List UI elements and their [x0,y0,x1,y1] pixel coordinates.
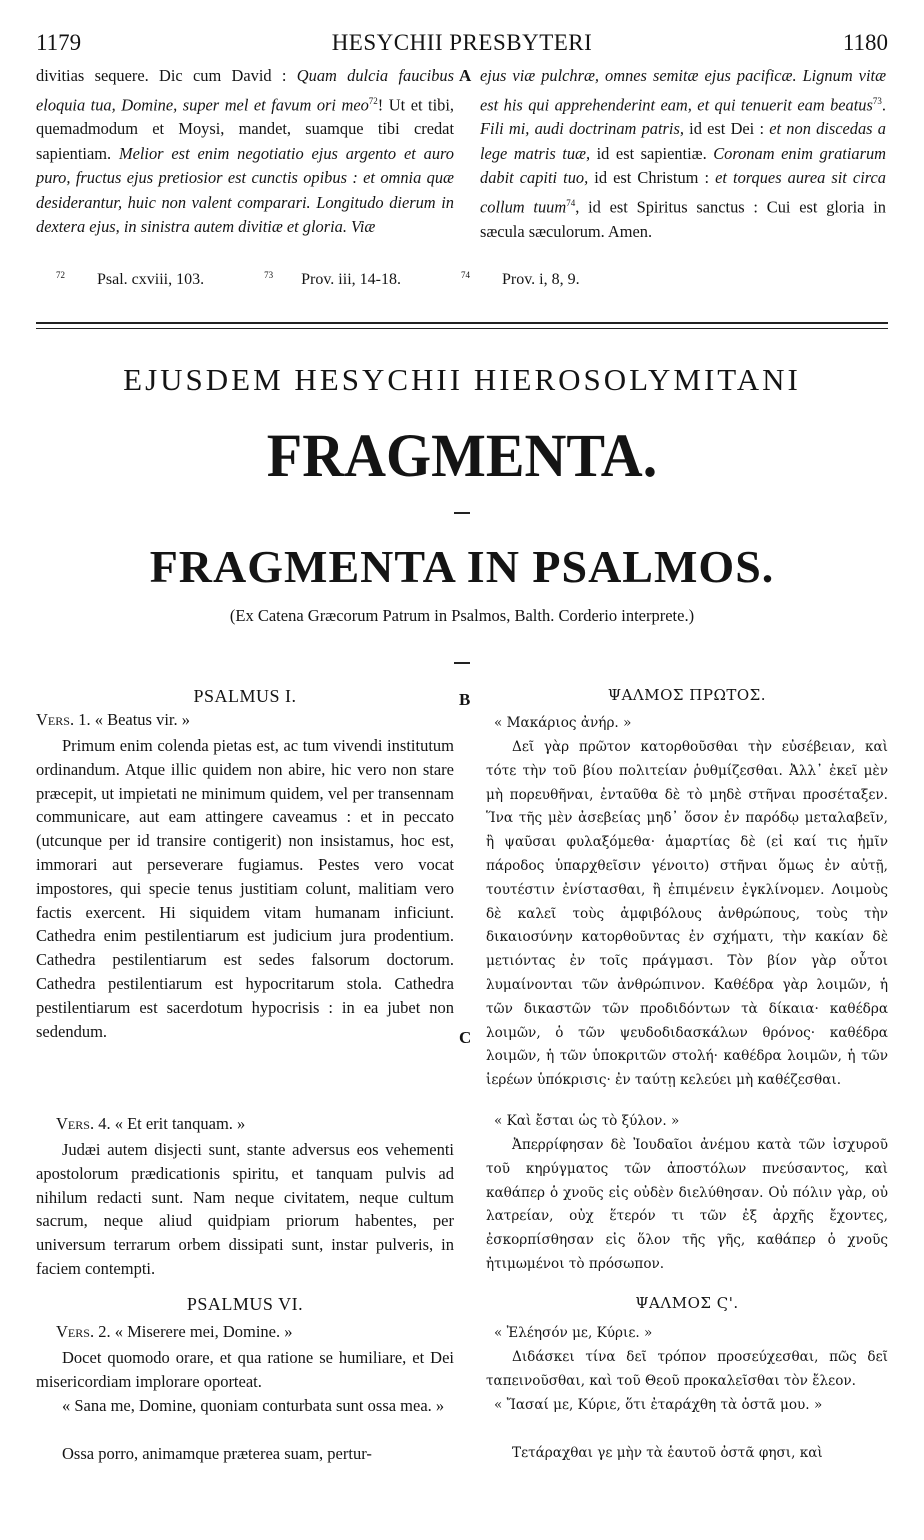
page-number-left: 1179 [36,30,82,55]
verse-label [56,1114,245,1134]
margin-letter-c: C [459,1028,472,1047]
margin-letter-a: A [459,66,472,85]
greek-paragraph: Τετάραχθαι γε μὴν τὰ ἑαυτοῦ ὀστᾶ φησι, καὶ [512,1445,823,1461]
latin-paragraph: « Sana me, Domine, quoniam conturbata sunt ossa mea. » [62,1396,445,1415]
greek-paragraph: Δεῖ γὰρ πρῶτον κατορθοῦσθαι τὴν εὐσέβειαν, καὶ τότε τὴν τοῦ βίου πολιτείαν ῥυθμίζεσθαι. Ἀλλ᾽ ἐκεῖ μὲν μὴ πορευθῆναι, ἐνταῦθα δὲ τὸ μηδὲ στῆναι προσέταξεν. Ἵνα τῆς μὲν ἀσεβείας μηδ᾽ ὅσον ἐν παρόδῳ μεταλαβεῖν, ἢ ψαῦσαι φυλαξόμεθα· ἁμαρτίας δὲ (εἰ καί τις ἡμῖν πάροδος ὑπαρχθεῖσιν γένοιτο) στῆναι ὅμως ἐν αὐτῇ, τουτέστιν ἐνίστασθαι, ἢ ἐπιμένειν ἐγκλίνομεν. Λοιμοὺς δὲ καλεῖ τοὺς ἀμφιβόλους ἀνθρώπους, τοὺς τὴν δικαιοσύνην κατορθοῦντας ἐν σχήματι, τὴν κακίαν δὲ μετιόντας ἐν τοῖς πράγμασι. Τὸν βίον γὰρ οὗτοι λυμαίνονται τῶν ἀνθρώπινον. Καθέδρα γὰρ λοιμῶν, ἡ τῶν δικαστῶν τῶν προδιδόντων τὰ δίκαια· καθέδρα λοιμῶν, ὁ τῶν ψευδοδιδασκάλων θρόνος· καθέδρα λοιμῶν, ἡ τῶν ὑποκριτῶν στολή· καθέδρα λοιμῶν, ἡ τῶν ἱερέων ὑπόκρισις· ἐν ταύτῃ κελεύει μὴ καθέζεσθαι. [486,739,888,1089]
footnote-text: Prov. iii, 14-18. [301,271,401,289]
text-run: . [881,94,886,114]
text-run: ! Ut et tibi, quemadmodum et Moysi, mandet, suamque tibi credat sapientiam. [36,94,454,163]
greek-verse-quote: « Ἴασαί με, Κύριε, ὅτι ἐταράχθη τὰ ὀστᾶ μου. » [494,1397,823,1413]
text-run: id est Christum : [588,168,716,188]
top-left-column [36,64,454,240]
footnotes [56,270,636,289]
footnote [264,271,429,288]
verse-text: . 4. « Et erit tanquam. » [89,1114,246,1133]
text-run-italic: Melior est enim negotiatio ejus argento et auro puro, fructus ejus pretiosior est cunctis opibus : et omnia quæ desiderantur, huic non valent comparari. Longitudo dierum in dextera ejus, in sinistra autem divitiæ et gloria. Viæ [36,143,454,237]
greek-paragraph: Ἀπερρίφησαν δὲ Ἰουδαῖοι ἀνέμου κατὰ τῶν ἰσχυροῦ τοῦ κηρύγματος τῶν ἀποστόλων πνεύσαντος, καὶ καθάπερ ὁ χνοῦς εἰς οὐδὲν διελύθησαν. Οὐ πόλιν γὰρ, οὐ λατρείαν, οὐχ ἕτερόν τι τῶν ἐξ ἀρχῆς ἔχοντες, ἐσκορπίσθησαν εἰς ὅλον τῆς γῆς, καθάπερ ὁ χνοῦς ἠτιμωμένοι τὸ πρόσωπον. [486,1137,888,1272]
divider-rule [36,322,888,324]
greek-paragraph: Διδάσκει τίνα δεῖ τρόπον προσεύχεσθαι, πῶς δεῖ ταπεινοῦσθαι, καὶ τοῦ Θεοῦ προκαλεῖσθαι τὸν ἔλεον. [486,1349,888,1389]
verse-abbrev: Vers [56,1322,90,1341]
latin-paragraph: Judæi autem disjecti sunt, stante adversus eos vehementi apostolorum prædicationis spiritu, et tanquam pulvis ad nihilum redacti sunt. Nam neque civitatem, neque cultum sacrum, neque aliud quidpiam priorum habentes, per universum terrarum orbem dissipati sunt, instar pulveris, in faciem contempti. [36,1140,454,1278]
footnote [56,271,232,288]
footnote-text: Psal. cxviii, 103. [97,271,205,289]
text-run-italic: Quam dulcia faucibus eloquia tua, Domine, super mel et favum ori meo [36,66,454,114]
psalm-1-heading-latin: PSALMUS I. [193,686,297,706]
psalm-1-heading-greek: ΨΑΛΜΟΣ ΠΡΩΤΟΣ. [607,686,767,704]
verse-text: . 1. « Beatus vir. » [69,710,191,729]
footnote-ref: 74 [566,197,576,208]
text-run: id est Dei : [683,119,770,139]
title-line-2: FRAGMENTA. [266,421,658,490]
text-run-italic: ejus viæ pulchræ, omnes semitæ ejus pacificæ. Lignum vitæ est his qui apprehenderint eam, et qui tenuerit eam beatus [480,66,886,114]
title-dash [454,662,470,664]
source-note: (Ex Catena Græcorum Patrum in Psalmos, Balth. Corderio interprete.) [229,606,695,625]
text-run-italic: et non discedas a lege matris tuæ, [480,119,886,163]
greek-verse-quote: « Καὶ ἔσται ὡς τὸ ξύλον. » [494,1113,680,1129]
verse-text: . 2. « Miserere mei, Domine. » [89,1322,293,1341]
title-line-3: FRAGMENTA IN PSALMOS. [149,541,775,592]
text-run-italic: Coronam enim gratiarum dabit capiti tuo, [480,143,886,188]
footnote-ref: 73 [872,95,882,106]
running-title: HESYCHII PRESBYTERI [331,30,593,55]
text-run-italic: Fili mi, audi doctrinam patris, [480,119,684,139]
greek-verse-quote: « Μακάριος ἀνήρ. » [494,715,632,731]
footnote-ref: 72 [368,95,378,106]
footnote-number: 73 [264,270,274,280]
divider-rule [36,328,888,329]
latin-paragraph: Primum enim colenda pietas est, ac tum vivendi institutum ordinandum. Atque illic quidem non abire, hic vero non stare præcepit, ut impietati ne minimum quidem, vel per transennam communicare, aut eam attingere caveamus : et in peccato (utcunque per id transire contigerit) non insistamus, hoc est, immorari aut perseverare fugiamus. Pestes vero vocat impostores, qui specie tenus justitiam colunt, malitiam vero factis exercent. Hi siquidem vitam humanam inficiunt. Cathedra enim pestilentiarum est judicium jura prodentium. Cathedra pestilentiarum est sedes falsorum doctorum. Cathedra pestilentiarum est hypocritarum stola. Cathedra pestilentiarum est sacerdotum hypocrisis : in ea jubet non sedendum. [36,736,454,1041]
footnote [461,271,608,288]
text-run: id est sapientiæ. [590,143,714,163]
greek-verse-quote: « Ἐλέησόν με, Κύριε. » [494,1325,653,1341]
top-right-column [480,64,886,244]
verse-label [36,710,190,730]
title-dash [454,512,470,514]
text-run-italic: et torques aurea sit circa collum tuum [480,168,886,217]
footnote-text: Prov. i, 8, 9. [501,271,580,289]
latin-paragraph: Docet quomodo orare, et qua ratione se humiliare, et Dei misericordiam implorare oporteat. [36,1348,454,1391]
footnote-number: 74 [460,270,470,280]
running-header [36,30,888,62]
text-run: divitias sequere. Dic cum David : [36,66,297,85]
verse-abbrev: Vers [36,710,70,729]
page-number-right: 1180 [842,30,888,55]
latin-paragraph: Ossa porro, animamque præterea suam, pertur- [62,1444,372,1463]
footnote-number: 72 [56,270,65,280]
psalm-6-heading-greek: ΨΑΛΜΟΣ Ϛ'. [635,1294,739,1312]
title-line-1: EJUSDEM HESYCHII HIEROSOLYMITANI [123,362,801,397]
verse-label [56,1322,292,1342]
verse-abbrev: Vers [56,1114,90,1133]
text-run: , id est Spiritus sanctus : Cui est gloria in sæcula sæculorum. Amen. [480,197,886,241]
margin-letter-b: B [459,690,471,709]
psalm-6-heading-latin: PSALMUS VI. [186,1294,304,1314]
